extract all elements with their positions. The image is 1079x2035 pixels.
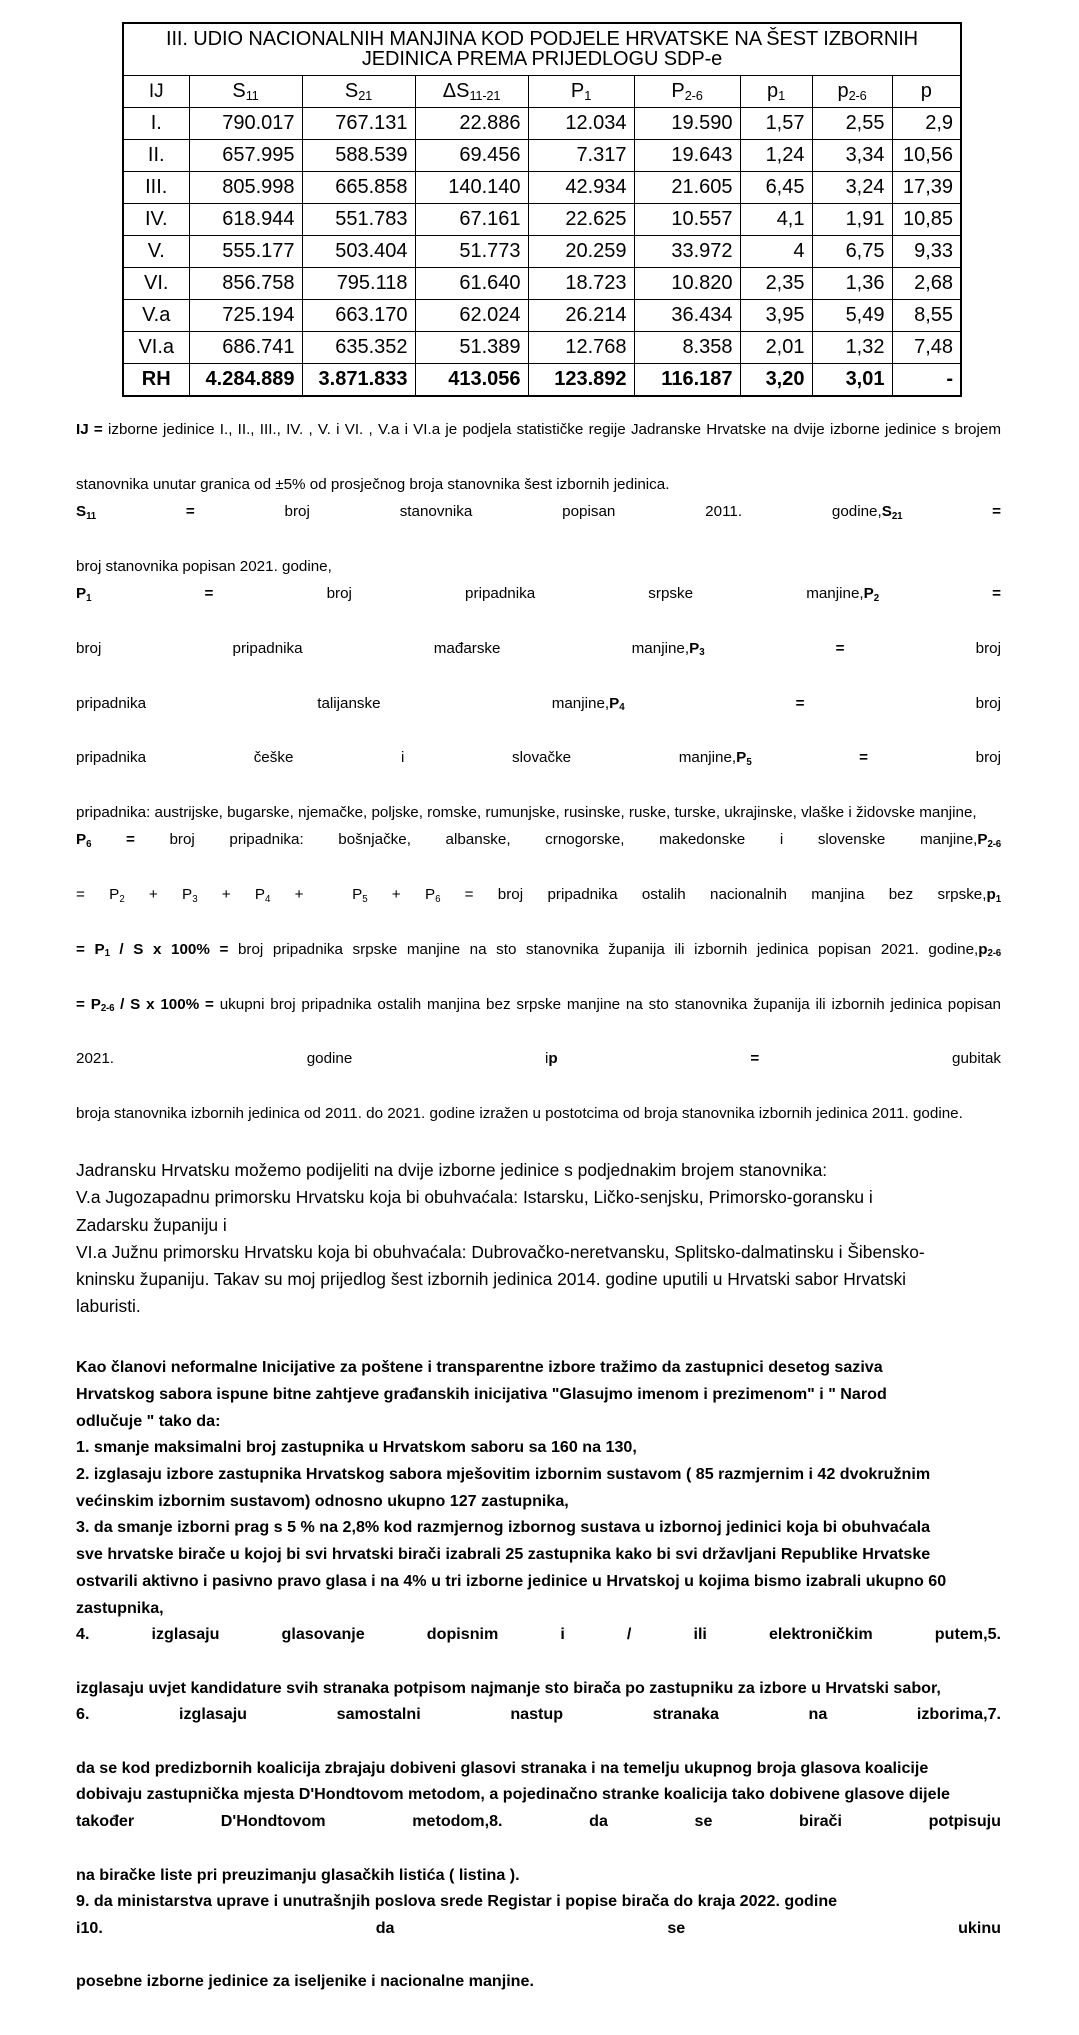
subscript: 11: [245, 88, 259, 104]
cell-s11: 555.177: [189, 236, 302, 268]
subscript: 2: [119, 893, 125, 905]
cell-pp26: 6,75: [812, 236, 892, 268]
symbol-s11: $S_{11}$ =: [76, 503, 195, 522]
subscript: 11-21: [469, 88, 501, 104]
row-label: VI.: [123, 268, 189, 300]
cell-delta-s: 51.389: [415, 332, 528, 364]
cell-s21: 551.783: [302, 204, 415, 236]
col-header-p1-upper: $P_1$: [528, 76, 634, 108]
cell-delta-s: 69.456: [415, 140, 528, 172]
col-header-s21: $S_{21}$: [302, 76, 415, 108]
cell-p: 10,56: [892, 140, 961, 172]
table-row: [123, 140, 961, 172]
subscript: 11: [86, 510, 97, 522]
legend-line-12: [76, 936, 1001, 991]
cell-pp26: 1,91: [812, 204, 892, 236]
cell-p26: 8.358: [634, 332, 740, 364]
legend-line-6: [76, 635, 1001, 690]
cell-pp26: 5,49: [812, 300, 892, 332]
paragraph-line-6: laburisti.: [76, 1296, 141, 1317]
legend-pp1-text: broj pripadnika srpske manjine na sto stanovnika županija ili izbornih jedinica popisan 2021. godine,: [228, 940, 979, 958]
table-row: [123, 300, 961, 332]
legend-line-4: broj stanovnika popisan 2021. godine,: [76, 557, 332, 575]
cell-p26: 36.434: [634, 300, 740, 332]
paragraph-line-4: VI.a Južnu primorsku Hrvatsku koja bi obuhvaćala: Dubrovačko-neretvansku, Splitsko-dalmatinsku i Šibensko-: [76, 1241, 925, 1262]
demand-item-7-tail: također D'Hondtovom metodom,: [76, 1812, 490, 1831]
cell-pp1: 4,1: [740, 204, 812, 236]
cell-s11: 790.017: [189, 108, 302, 140]
symbol-s21: $S_{21}$ =: [881, 503, 1001, 522]
row-label: V.a: [123, 300, 189, 332]
cell-pp1-total: 3,20: [740, 364, 812, 397]
cell-s21-total: 3.871.833: [302, 364, 415, 397]
col-header-p26-lower: $p_{2-6}$: [812, 76, 892, 108]
col-header-p26-upper: $P_{2-6}$: [634, 76, 740, 108]
cell-s21: 503.404: [302, 236, 415, 268]
demand-item-9-cont: [76, 1915, 1001, 1968]
demand-item-4-text: 4. izglasaju glasovanje dopisnim i / ili elektroničkim putem,: [76, 1625, 988, 1644]
legend-p1-text: broj pripadnika srpske manjine,: [213, 585, 864, 603]
cell-s11: 805.998: [189, 172, 302, 204]
proposal-paragraphs: [0, 1157, 1079, 1320]
subscript: 4: [619, 702, 625, 714]
subscript: 2: [873, 592, 879, 604]
table-row: [123, 108, 961, 140]
col-header-p1-lower: $p_1$: [740, 76, 812, 108]
cell-delta-s: 22.886: [415, 108, 528, 140]
cell-pp1: 4: [740, 236, 812, 268]
cell-p26: 19.643: [634, 140, 740, 172]
cell-p: 8,55: [892, 300, 961, 332]
demand-item-2-line-2: većinskim izbornim sustavom) odnosno ukupno 127 zastupnika,: [76, 1491, 569, 1510]
row-label: V.: [123, 236, 189, 268]
symbol-p26: $P_{2-6}$: [977, 831, 1001, 850]
demand-item-3-line-4: zastupnika,: [76, 1598, 164, 1617]
subscript: 2-6: [100, 1003, 115, 1015]
formula-pp1: = $P_1$ / S x 100% =: [76, 940, 229, 960]
cell-s11: 725.194: [189, 300, 302, 332]
subscript: 5: [746, 756, 752, 768]
cell-p1: 12.768: [528, 332, 634, 364]
cell-p26: 10.820: [634, 268, 740, 300]
cell-delta-s: 62.024: [415, 300, 528, 332]
subscript: 21: [358, 88, 373, 104]
symbol-p6: $P_6$ =: [76, 831, 135, 850]
subscript: 5: [362, 893, 368, 905]
symbol-p5-group: [736, 749, 1001, 766]
legend-section: [0, 416, 1079, 1127]
cell-p1: 7.317: [528, 140, 634, 172]
cell-s21: 767.131: [302, 108, 415, 140]
cell-p1: 20.259: [528, 236, 634, 268]
subscript: 2-6: [684, 88, 703, 104]
symbol-pp1: $p_1$: [986, 886, 1001, 905]
demands-section: [0, 1354, 1079, 2035]
demand-item-9: 9. da ministarstva uprave i unutrašnjih poslova srede Registar i popise birača do kraja 2022. godine: [76, 1892, 838, 1911]
row-label: I.: [123, 108, 189, 140]
subscript: 6: [435, 893, 441, 905]
cell-pp26: 1,32: [812, 332, 892, 364]
table-title-row: [123, 23, 961, 76]
subscript: 1: [995, 893, 1001, 905]
table-row: [123, 172, 961, 204]
demand-item-7-line-2: da se kod predizbornih koalicija zbrajaju dobiveni glasovi stranaka i na temelju ukupnog broja glasova koalicije: [76, 1758, 929, 1777]
cell-p: 10,85: [892, 204, 961, 236]
col-header-ij-label: IJ: [148, 80, 164, 102]
legend-p4-cont: pripadnika češke i slovačke manjine,: [76, 749, 737, 767]
legend-line-1: [76, 416, 1001, 471]
demand-item-5-line-2: izglasaju uvjet kandidature svih stranaka potpisom najmanje sto birača po zastupniku za izbore u Hrvatski sabor,: [76, 1678, 941, 1697]
demand-item-7-line-4: [76, 1808, 1001, 1861]
legend-p2-text: broj pripadnika mađarske manjine,: [76, 639, 690, 657]
demand-item-6-text: 6. izglasaju samostalni nastup stranaka na izborima,: [76, 1705, 988, 1724]
cell-p26: 33.972: [634, 236, 740, 268]
cell-delta-s: 140.140: [415, 172, 528, 204]
subscript: 3: [192, 893, 198, 905]
demand-item-5-number: 5.: [987, 1625, 1001, 1644]
cell-p26: 19.590: [634, 108, 740, 140]
row-label: IV.: [123, 204, 189, 236]
cell-pp1: 3,95: [740, 300, 812, 332]
legend-line-8: [76, 744, 1001, 799]
subscript: 2-6: [987, 948, 1001, 960]
cell-s11: 686.741: [189, 332, 302, 364]
subscript: 1: [584, 88, 592, 104]
cell-p1: 18.723: [528, 268, 634, 300]
demand-item-2-line-1: 2. izglasaju izbore zastupnika Hrvatskog sabora mješovitim izbornim sustavom ( 85 razmjernim i 42 dvokružnim: [76, 1465, 931, 1483]
cell-s21: 665.858: [302, 172, 415, 204]
row-label-total: RH: [123, 364, 189, 397]
cell-p1: 12.034: [528, 108, 634, 140]
table-row: [123, 268, 961, 300]
legend-p3-cont: pripadnika talijanske manjine,: [76, 694, 610, 712]
demand-item-3-line-2: sve hrvatske birače u kojoj bi svi hrvatski birači izabrali 25 zastupnika kako bi svi državljani Republike Hrvatske: [76, 1545, 931, 1564]
paragraph-line-2: V.a Jugozapadnu primorsku Hrvatsku koja bi obuhvaćala: Istarsku, Ličko-senjsku, Primorsko-goransku i: [76, 1187, 873, 1208]
document-page: [0, 22, 1079, 2035]
legend-line-5: [76, 580, 1001, 635]
demands-intro-line-1: Kao članovi neformalne Inicijative za poštene i transparentne izbore tražimo da zastupnici desetog saziva: [76, 1358, 883, 1377]
subscript: 3: [699, 647, 705, 659]
cell-delta-s: 61.640: [415, 268, 528, 300]
legend-p3-text: broj: [844, 639, 1001, 657]
minorities-table: [122, 22, 962, 397]
table-header-row: [123, 76, 961, 108]
cell-p: 17,39: [892, 172, 961, 204]
table-total-row: [123, 364, 961, 397]
table-container: [0, 22, 1079, 397]
cell-pp26: 3,34: [812, 140, 892, 172]
formula-pp26: = $P_{2-6}$ / S x 100% =: [76, 995, 214, 1015]
table-title: [123, 23, 961, 76]
symbol-p4-group: [609, 695, 1001, 712]
cell-delta-s: 51.773: [415, 236, 528, 268]
symbol-pp26: $p_{2-6}$: [978, 940, 1001, 960]
subscript: 4: [265, 893, 271, 905]
demand-item-3-line-1: 3. da smanje izborni prag s 5 % na 2,8% kod razmjernog izbornog sustava u izbornoj jedinici koja bi obuhvaćala: [76, 1518, 931, 1537]
legend-ij-text: izborne jedinice I., II., III., IV. , V. i VI. , V.a i VI.a je podjela statističke regije Jadranske Hrvatske na dvije izborne jedinice s brojem: [102, 421, 1001, 438]
cell-pp1: 2,01: [740, 332, 812, 364]
demand-item-1: 1. smanje maksimalni broj zastupnika u Hrvatskom saboru sa 160 na 130,: [76, 1438, 637, 1457]
symbol-p3-group: [689, 640, 1001, 657]
table-row: [123, 332, 961, 364]
subscript: 1: [104, 948, 110, 960]
legend-ij-symbol: IJ =: [76, 421, 103, 438]
col-header-delta-s: $\Delta S_{11-21}$: [415, 76, 528, 108]
cell-p: 2,68: [892, 268, 961, 300]
demand-item-7-line-3: dobivaju zastupnička mjesta D'Hondtovom metodom, a pojedinačno stranke koalicija tako dobivene glasove dijele: [76, 1785, 950, 1804]
legend-line-2: stanovnika unutar granica od ±5% od prosječnog broja stanovnika šest izbornih jedinica.: [76, 475, 670, 493]
table-title-line1: III. UDIO NACIONALNIH MANJINA KOD PODJELE HRVATSKE NA ŠEST IZBORNIH: [166, 28, 918, 50]
symbol-p5: $P_5$ =: [736, 749, 869, 768]
cell-pp1: 6,45: [740, 172, 812, 204]
cell-s11: 657.995: [189, 140, 302, 172]
legend-s11-text: broj stanovnika popisan 2011. godine,: [194, 503, 882, 521]
cell-delta-s: 67.161: [415, 204, 528, 236]
legend-p-text: gubitak: [759, 1050, 1001, 1068]
subscript: 2-6: [987, 838, 1001, 850]
cell-s11-total: 4.284.889: [189, 364, 302, 397]
symbol-p-group: [548, 1050, 1001, 1067]
legend-line-3: [76, 498, 1001, 553]
cell-p: 9,33: [892, 236, 961, 268]
cell-pp26: 1,36: [812, 268, 892, 300]
cell-pp1: 1,24: [740, 140, 812, 172]
cell-s21: 795.118: [302, 268, 415, 300]
symbol-p1: $P_1$ =: [76, 585, 214, 604]
cell-p1-total: 123.892: [528, 364, 634, 397]
paragraph-line-5: kninsku županiju. Takav su moj prijedlog šest izbornih jedinica 2014. godine uputili u Hrvatski sabor Hrvatski: [76, 1268, 907, 1289]
cell-s11: 618.944: [189, 204, 302, 236]
demand-item-4: [76, 1621, 1001, 1674]
cell-p26: 21.605: [634, 172, 740, 204]
cell-p26: 10.557: [634, 204, 740, 236]
cell-s21: 588.539: [302, 140, 415, 172]
cell-delta-s-total: 413.056: [415, 364, 528, 397]
cell-pp26-total: 3,01: [812, 364, 892, 397]
subscript: 6: [86, 838, 92, 850]
demands-intro-line-2: Hrvatskog sabora ispune bitne zahtjeve građanskih inicijativa "Glasujmo imenom i prezimenom" i " Narod: [76, 1384, 887, 1403]
paragraph-line-1: Jadransku Hrvatsku možemo podijeliti na dvije izborne jedinice s podjednakim brojem stanovnika:: [76, 1160, 828, 1181]
symbol-p: p =: [548, 1050, 760, 1068]
cell-p: 7,48: [892, 332, 961, 364]
cell-s21: 635.352: [302, 332, 415, 364]
symbol-p2: $P_2$ =: [863, 585, 1002, 604]
cell-pp26: 3,24: [812, 172, 892, 204]
demands-intro-line-3: odlučuje " tako da:: [76, 1411, 221, 1430]
demand-item-10-line-2: posebne izborne jedinice za iseljenike i nacionalne manjine.: [76, 1972, 534, 1991]
symbol-p3: $P_3$ =: [689, 639, 845, 659]
demand-item-8-number: 8. da se birači potpisuju: [489, 1812, 1001, 1831]
demand-item-9-tail: i: [76, 1918, 81, 1937]
row-label: VI.a: [123, 332, 189, 364]
col-header-p: p: [892, 76, 961, 108]
demand-item-8-line-2: na biračke liste pri preuzimanju glasačkih listića ( listina ).: [76, 1865, 520, 1884]
legend-p4-text: broj: [804, 694, 1001, 712]
legend-year-text: 2021. godine i: [76, 1050, 549, 1068]
cell-p: 2,9: [892, 108, 961, 140]
demand-item-6: [76, 1701, 1001, 1754]
cell-pp26: 2,55: [812, 108, 892, 140]
legend-line-15: broja stanovnika izbornih jedinica od 2011. do 2021. godine izražen u postotcima od broja stanovnika izbornih jedinica 2011. godine.: [76, 1104, 963, 1122]
col-header-s11: $S_{11}$: [189, 76, 302, 108]
legend-pp26-text: ukupni broj pripadnika ostalih manjina bez srpske manjine na sto stanovnika županija ili izbornih jedinica popisan: [213, 995, 1001, 1013]
legend-line-9: pripadnika: austrijske, bugarske, njemačke, poljske, romske, rumunjske, rusinske, ruske, turske, ukrajinske, vlaške i židovske manjine,: [76, 804, 977, 822]
cell-p1: 22.625: [528, 204, 634, 236]
row-label: II.: [123, 140, 189, 172]
paragraph-line-3: Zadarsku županiju i: [76, 1214, 227, 1235]
cell-pp1: 1,57: [740, 108, 812, 140]
demand-item-7-number: 7.: [987, 1705, 1001, 1724]
row-label: III.: [123, 172, 189, 204]
legend-line-10: [76, 826, 1001, 881]
demand-item-3-line-3: ostvarili aktivno i pasivno pravo glasa i na 4% u tri izborne jedinice u Hrvatskoj u kojima bismo izabrali ukupno 60: [76, 1571, 947, 1590]
cell-p1: 42.934: [528, 172, 634, 204]
cell-s21: 663.170: [302, 300, 415, 332]
cell-p-total: -: [892, 364, 961, 397]
legend-line-13: [76, 991, 1001, 1046]
table-row: [123, 204, 961, 236]
legend-p6-text: broj pripadnika: bošnjačke, albanske, crnogorske, makedonske i slovenske manjine,: [134, 831, 978, 849]
legend-line-7: [76, 690, 1001, 745]
subscript: 1: [86, 592, 92, 604]
col-header-ij: [123, 76, 189, 108]
table-row: [123, 236, 961, 268]
table-title-line2: JEDINICA PREMA PRIJEDLOGU SDP-e: [361, 48, 723, 70]
legend-p5-text: broj: [868, 749, 1002, 767]
cell-s11: 856.758: [189, 268, 302, 300]
subscript: 1: [778, 88, 786, 104]
subscript: 21: [891, 510, 903, 522]
cell-p26-total: 116.187: [634, 364, 740, 397]
legend-line-14: [76, 1045, 1001, 1100]
cell-p1: 26.214: [528, 300, 634, 332]
symbol-p4: $P_4$ =: [609, 694, 805, 714]
legend-p26-formula: = $P_2 + P_3 + P_4 + P_5 + P_6$ = broj pripadnika ostalih nacionalnih manjina bez srpske,: [76, 886, 987, 905]
legend-line-11: [76, 881, 1001, 936]
subscript: 2-6: [848, 88, 867, 104]
demand-item-10-number: 10. da se ukinu: [80, 1918, 1001, 1937]
cell-pp1: 2,35: [740, 268, 812, 300]
